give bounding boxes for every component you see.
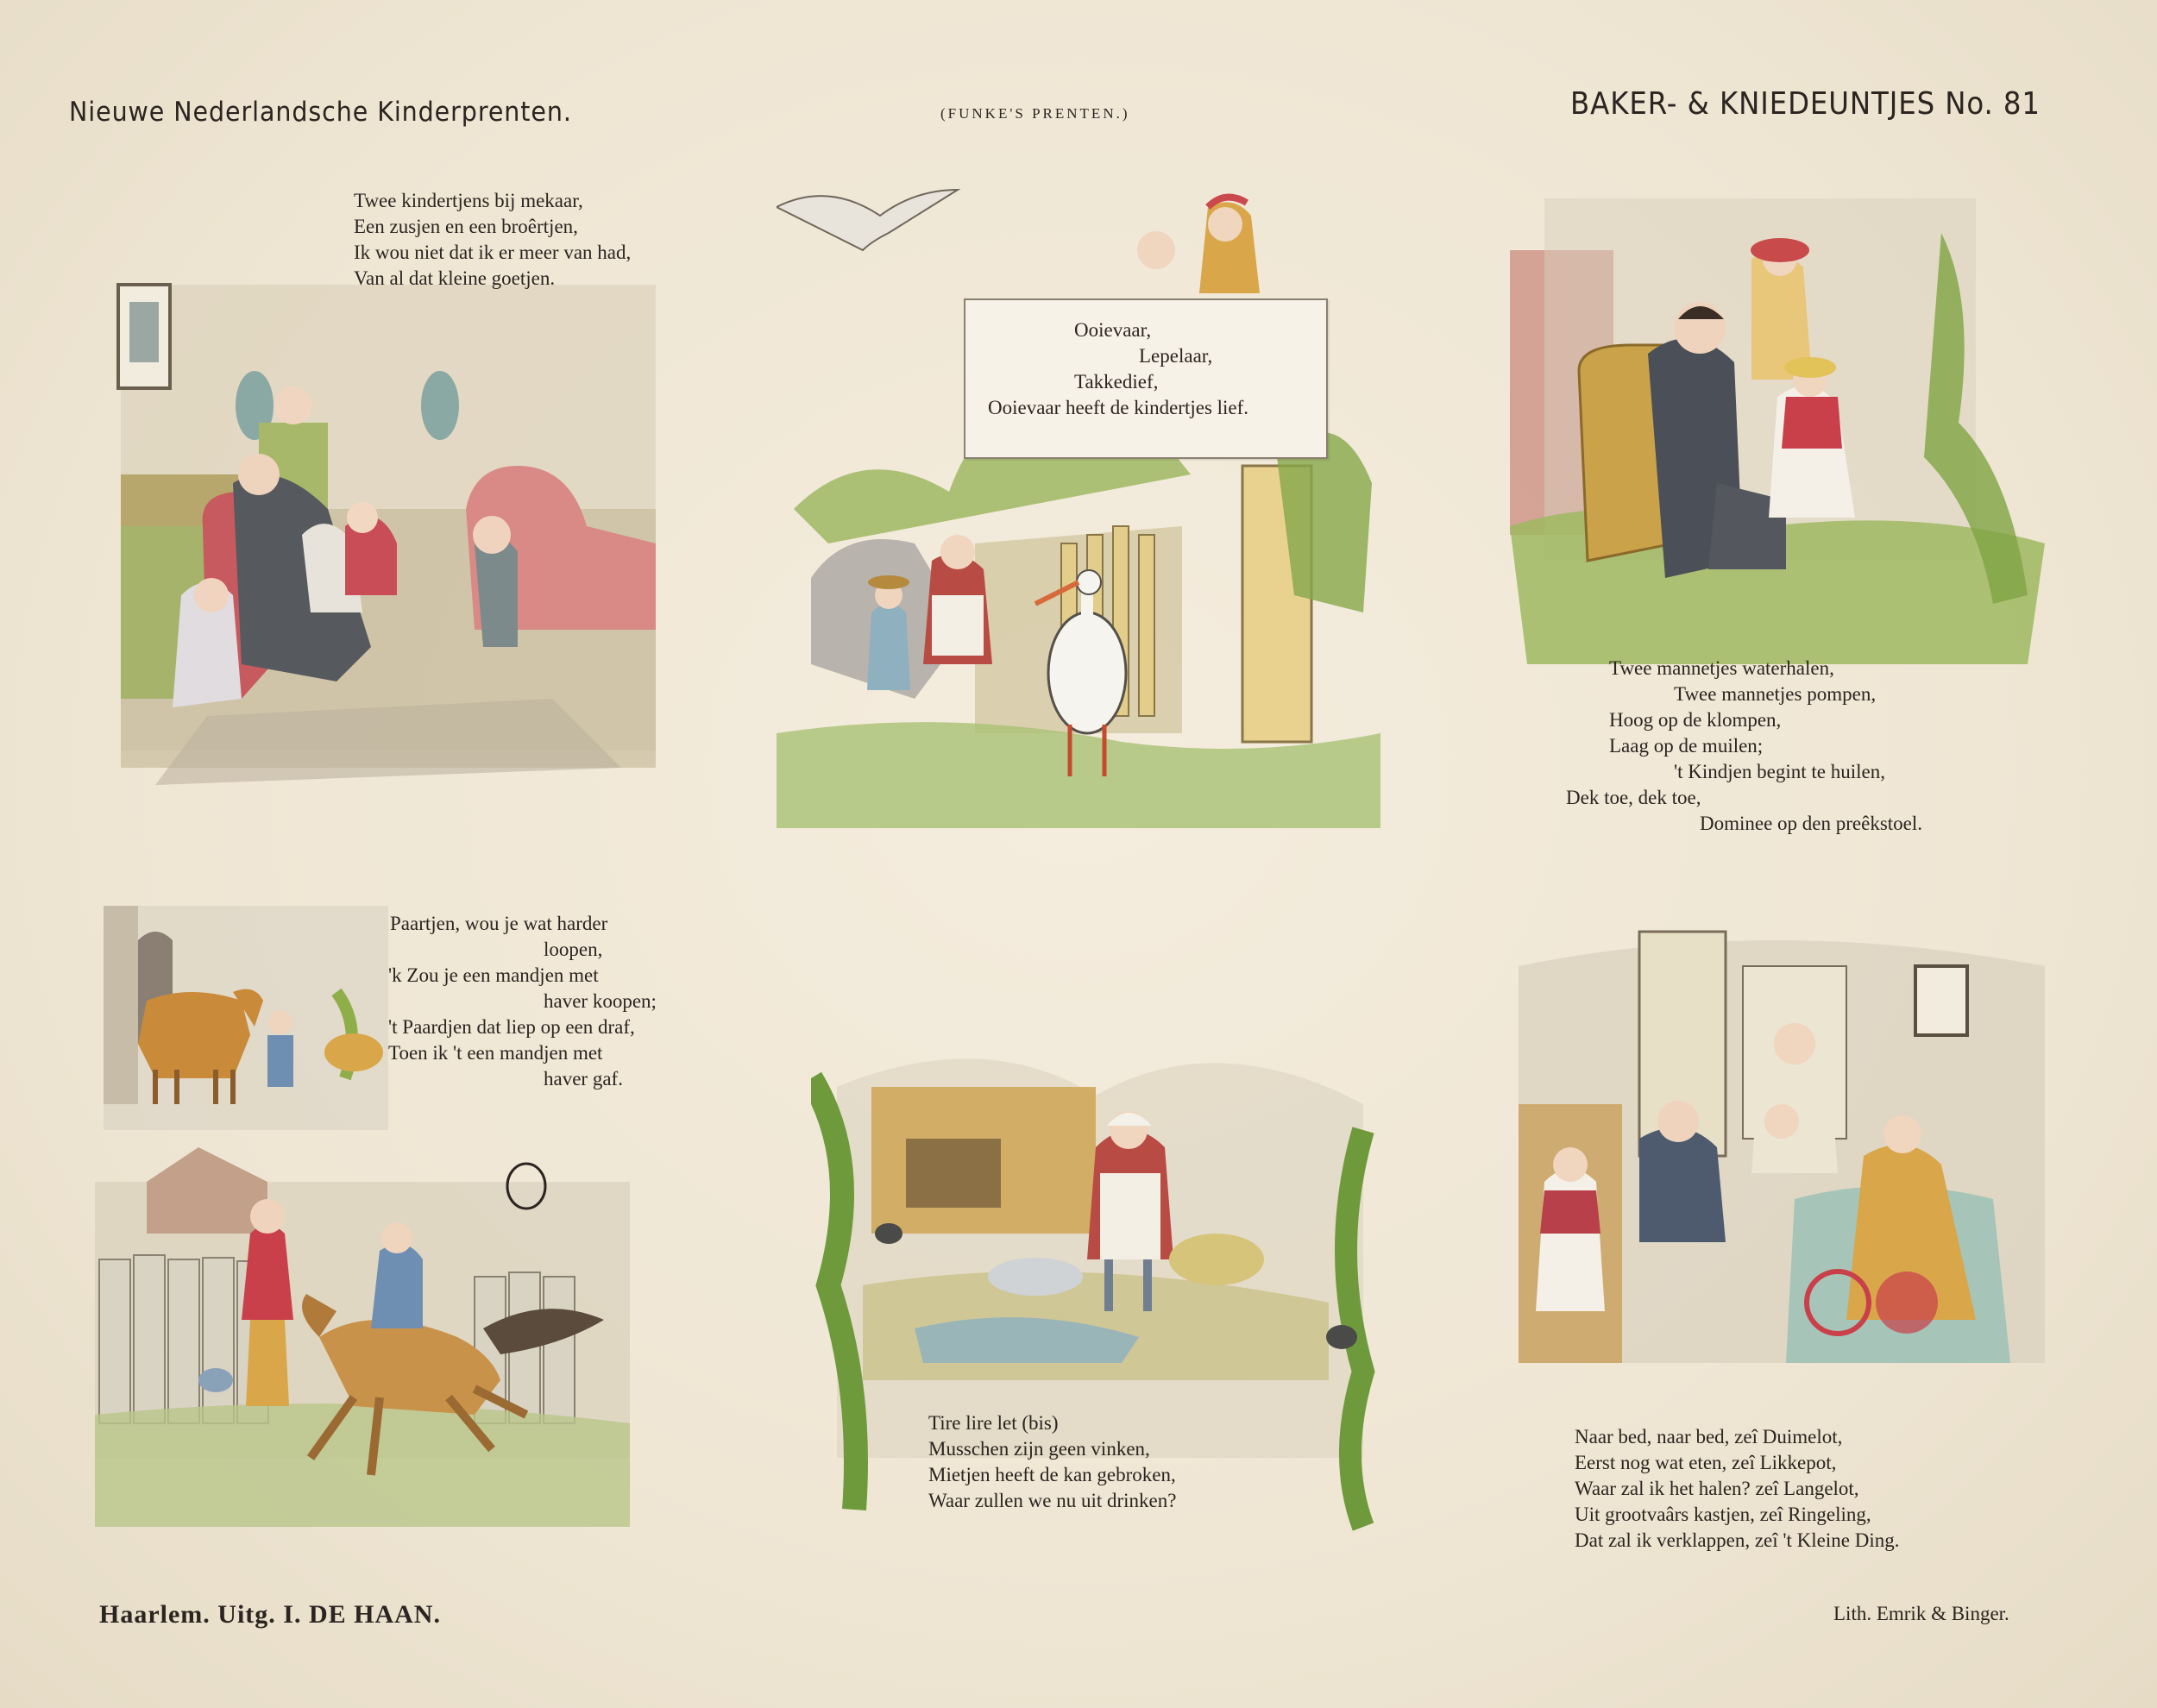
father-daughters-picture bbox=[1493, 198, 2045, 681]
verse-line: Mietjen heeft de kan gebroken, bbox=[928, 1464, 1176, 1485]
verse-naar-bed bbox=[1575, 1424, 1899, 1554]
verse-line: Ik wou niet dat ik er meer van had, bbox=[354, 242, 632, 263]
verse-line: Tire lire let (bis) bbox=[928, 1412, 1059, 1434]
verse-line: Waar zullen we nu uit drinken? bbox=[928, 1490, 1177, 1511]
series-title: Nieuwe Nederlandsche Kinderprenten. bbox=[69, 97, 572, 128]
verse-line: Van al dat kleine goetjen. bbox=[354, 267, 556, 289]
verse-line: Laag op de muilen; bbox=[1609, 735, 1764, 757]
verse-twee-mannetjes bbox=[1566, 656, 1922, 837]
verse-line: 'k Zou je een mandjen met bbox=[388, 964, 599, 986]
verse-line: Paartjen, wou je wat harder bbox=[390, 913, 608, 934]
verse-line: Ooievaar, bbox=[1074, 319, 1152, 341]
verse-line: Naar bed, naar bed, zeî Duimelot, bbox=[1575, 1426, 1843, 1447]
verse-line: Takkedief, bbox=[1074, 371, 1159, 392]
stork-gate-picture bbox=[777, 181, 1380, 828]
verse-line: loopen, bbox=[544, 939, 603, 960]
illustration-stork-gate bbox=[777, 181, 1380, 828]
verse-line: Lepelaar, bbox=[1139, 345, 1213, 367]
verse-line: Ooievaar heeft de kindertjes lief. bbox=[988, 397, 1249, 418]
verse-line: Dominee op den preêkstoel. bbox=[1700, 813, 1923, 834]
verse-line: Twee mannetjes waterhalen, bbox=[1609, 657, 1834, 679]
illustration-stable-horse bbox=[104, 906, 388, 1130]
verse-line: Hoog op de klompen, bbox=[1609, 709, 1782, 731]
verse-tire-lire-let bbox=[928, 1410, 1176, 1514]
verse-line: Twee mannetjes pompen, bbox=[1674, 683, 1877, 705]
verse-line: Dek toe, dek toe, bbox=[1566, 787, 1701, 808]
printer-imprint: Lith. Emrik & Binger. bbox=[1833, 1603, 2009, 1624]
verse-ooievaar bbox=[984, 317, 1320, 421]
stable-horse-picture bbox=[104, 906, 388, 1130]
children-table-picture bbox=[1510, 914, 2053, 1397]
verse-line: 't Paardjen dat liep op een draf, bbox=[388, 1016, 635, 1038]
verse-line: Musschen zijn geen vinken, bbox=[928, 1438, 1150, 1460]
illustration-father-daughters bbox=[1493, 198, 2045, 681]
verse-paartjen bbox=[388, 911, 657, 1092]
verse-line: haver koopen; bbox=[544, 990, 657, 1012]
illustration-family-parlor bbox=[104, 250, 673, 802]
sheet-title: BAKER- & KNIEDEUNTJES No. 81 bbox=[1570, 86, 2041, 122]
publisher-imprint: Haarlem. Uitg. I. DE HAAN. bbox=[99, 1600, 441, 1629]
family-parlor-picture bbox=[104, 250, 673, 802]
galloping-pony-picture bbox=[95, 1130, 630, 1527]
verse-line: Twee kindertjens bij mekaar, bbox=[354, 190, 583, 211]
verse-line: Een zusjen en een broêrtjen, bbox=[354, 216, 578, 237]
verse-line: haver gaf. bbox=[544, 1068, 623, 1089]
illustration-children-table bbox=[1510, 914, 2053, 1397]
verse-line: Eerst nog wat eten, zeî Likkepot, bbox=[1575, 1452, 1837, 1473]
verse-line: Dat zal ik verklappen, zeî 't Kleine Ding. bbox=[1575, 1529, 1900, 1551]
verse-line: 't Kindjen begint te huilen, bbox=[1674, 761, 1885, 782]
verse-line: Uit grootvaârs kastjen, zeî Ringeling, bbox=[1575, 1504, 1871, 1525]
verse-twee-kindertjens bbox=[354, 188, 631, 292]
verse-line: Waar zal ik het halen? zeî Langelot, bbox=[1575, 1478, 1859, 1499]
illustration-galloping-pony bbox=[95, 1130, 630, 1527]
verse-line: Toen ik 't een mandjen met bbox=[388, 1042, 603, 1064]
series-subtitle: (FUNKE'S PRENTEN.) bbox=[940, 105, 1130, 122]
